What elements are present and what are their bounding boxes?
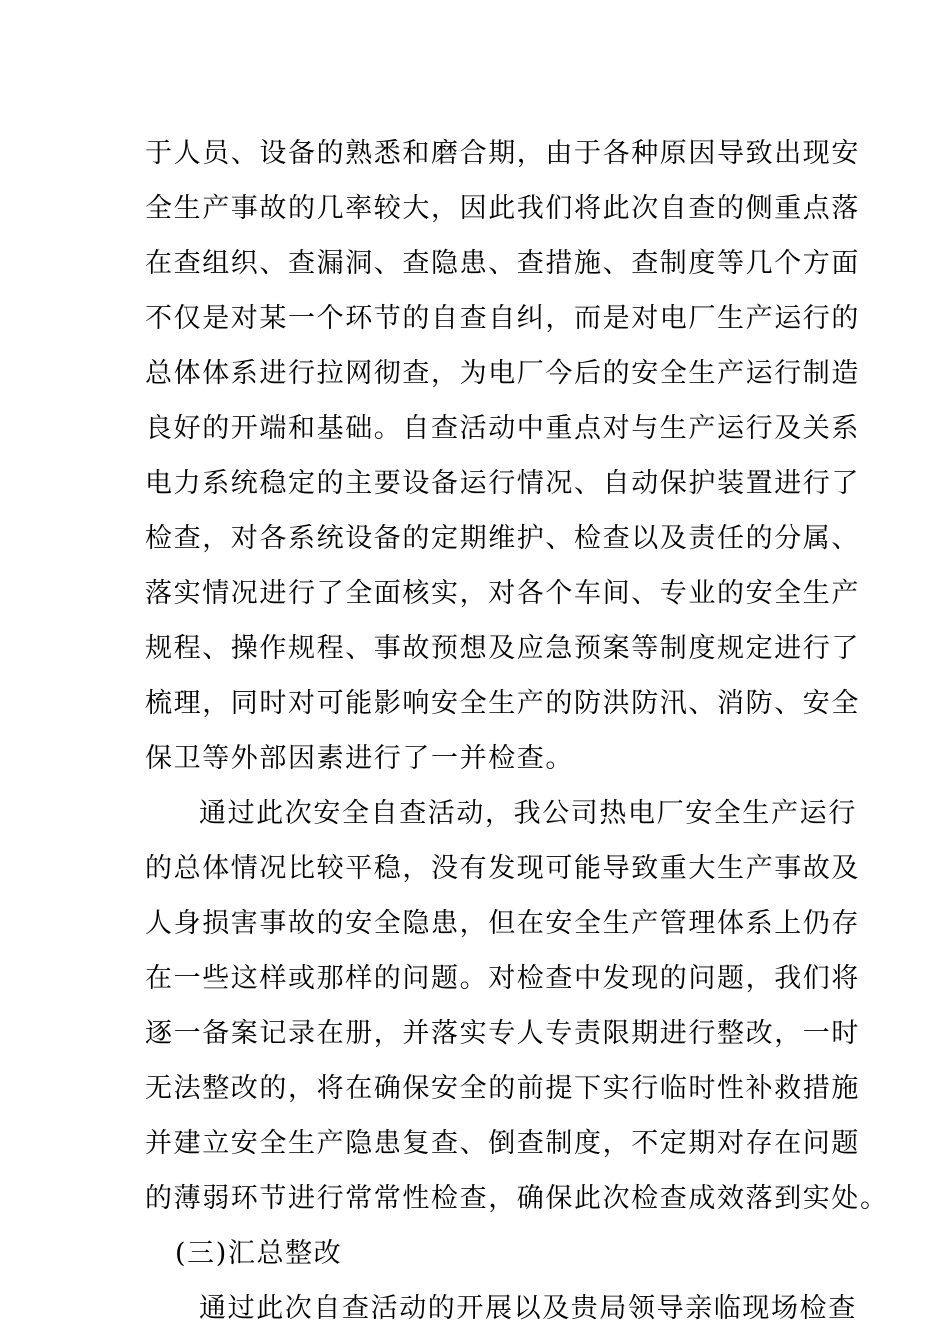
- text-line: 良好的开端和基础。自查活动中重点对与生产运行及关系: [145, 413, 860, 444]
- text-line: 全生产事故的几率较大，因此我们将此次自查的侧重点落: [145, 193, 860, 224]
- text-line: 保卫等外部因素进行了一并检查。: [145, 743, 574, 774]
- text-line: 检查，对各系统设备的定期维护、检查以及责任的分属、: [145, 523, 860, 554]
- text-line: 总体体系进行拉网彻查，为电厂今后的安全生产运行制造: [145, 358, 860, 389]
- text-line: 梳理，同时对可能影响安全生产的防洪防汛、消防、安全: [145, 688, 860, 719]
- text-line: 无法整改的，将在确保安全的前提下实行临时性补救措施: [145, 1073, 860, 1104]
- text-line: 逐一备案记录在册，并落实专人专责限期进行整改，一时: [145, 1018, 860, 1049]
- text-line: 不仅是对某一个环节的自查自纠，而是对电厂生产运行的: [145, 303, 860, 334]
- text-line: 电力系统稳定的主要设备运行情况、自动保护装置进行了: [145, 468, 860, 499]
- text-line: 的薄弱环节进行常常性检查，确保此次检查成效落到实处。: [145, 1183, 889, 1214]
- text-line: 人身损害事故的安全隐患，但在安全生产管理体系上仍存: [145, 908, 860, 939]
- text-line: 于人员、设备的熟悉和磨合期，由于各种原因导致出现安: [145, 138, 860, 169]
- section-heading: (三)汇总整改: [175, 1238, 343, 1269]
- text-line: 落实情况进行了全面核实，对各个车间、专业的安全生产: [145, 578, 860, 609]
- paragraph-first-line: 通过此次自查活动的开展以及贵局领导亲临现场检查: [199, 1293, 857, 1324]
- paragraph-first-line: 通过此次安全自查活动，我公司热电厂安全生产运行: [199, 798, 857, 829]
- text-line: 在查组织、查漏洞、查隐患、查措施、查制度等几个方面: [145, 248, 860, 279]
- text-line: 规程、操作规程、事故预想及应急预案等制度规定进行了: [145, 633, 860, 664]
- text-line: 并建立安全生产隐患复查、倒查制度，不定期对存在问题: [145, 1128, 860, 1159]
- text-line: 在一些这样或那样的问题。对检查中发现的问题，我们将: [145, 963, 860, 994]
- body-text: [145, 126, 889, 1336]
- text-line: 的总体情况比较平稳，没有发现可能导致重大生产事故及: [145, 853, 860, 884]
